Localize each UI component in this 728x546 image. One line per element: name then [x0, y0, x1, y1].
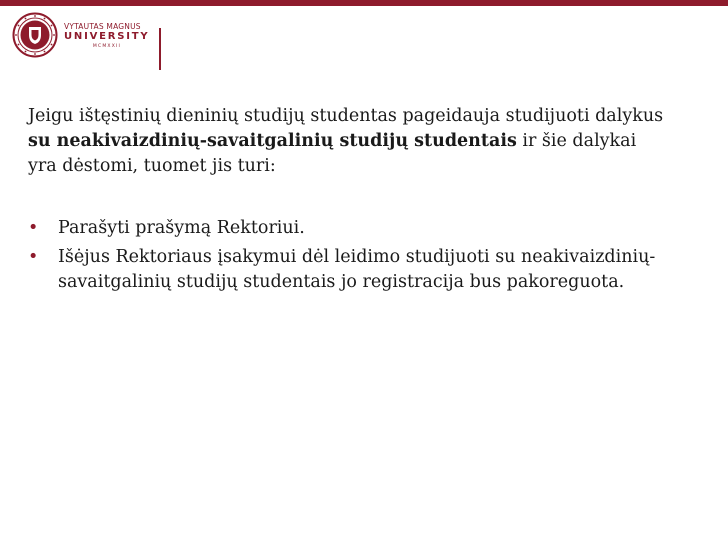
list-item — [28, 245, 668, 295]
intro-paragraph — [28, 104, 668, 179]
wordmark-line-2: UNIVERSITY — [64, 31, 150, 42]
list-item — [28, 216, 668, 241]
wordmark-line-1: VYTAUTAS MAGNUS — [64, 22, 141, 31]
university-seal-icon — [12, 12, 58, 58]
bullet-icon: • — [28, 247, 39, 267]
university-wordmark — [64, 22, 150, 51]
slide-body — [28, 104, 668, 299]
intro-emphasis: su neakivaizdinių-savaitgalinių studijų studentais — [28, 131, 517, 151]
logo-divider — [159, 28, 161, 70]
intro-text-end: ir šie dalykai yra dėstomi, tuomet jis turi: — [28, 131, 637, 176]
bullet-icon: • — [28, 218, 39, 238]
intro-text-start: Jeigu ištęstinių dieninių studijų studentas pageidauja studijuoti dalykus — [28, 106, 664, 126]
bullet-text: Parašyti prašymą Rektoriui. — [58, 218, 305, 238]
bullet-list — [28, 216, 668, 295]
university-logo — [12, 12, 162, 62]
bullet-text: Išėjus Rektoriaus įsakymui dėl leidimo studijuoti su neakivaizdinių-savaitgalinių studijų studentais jo registracija bus pakoreguota. — [58, 247, 656, 292]
wordmark-line-3: MCMXXII — [92, 44, 122, 49]
top-accent-bar — [0, 0, 728, 6]
